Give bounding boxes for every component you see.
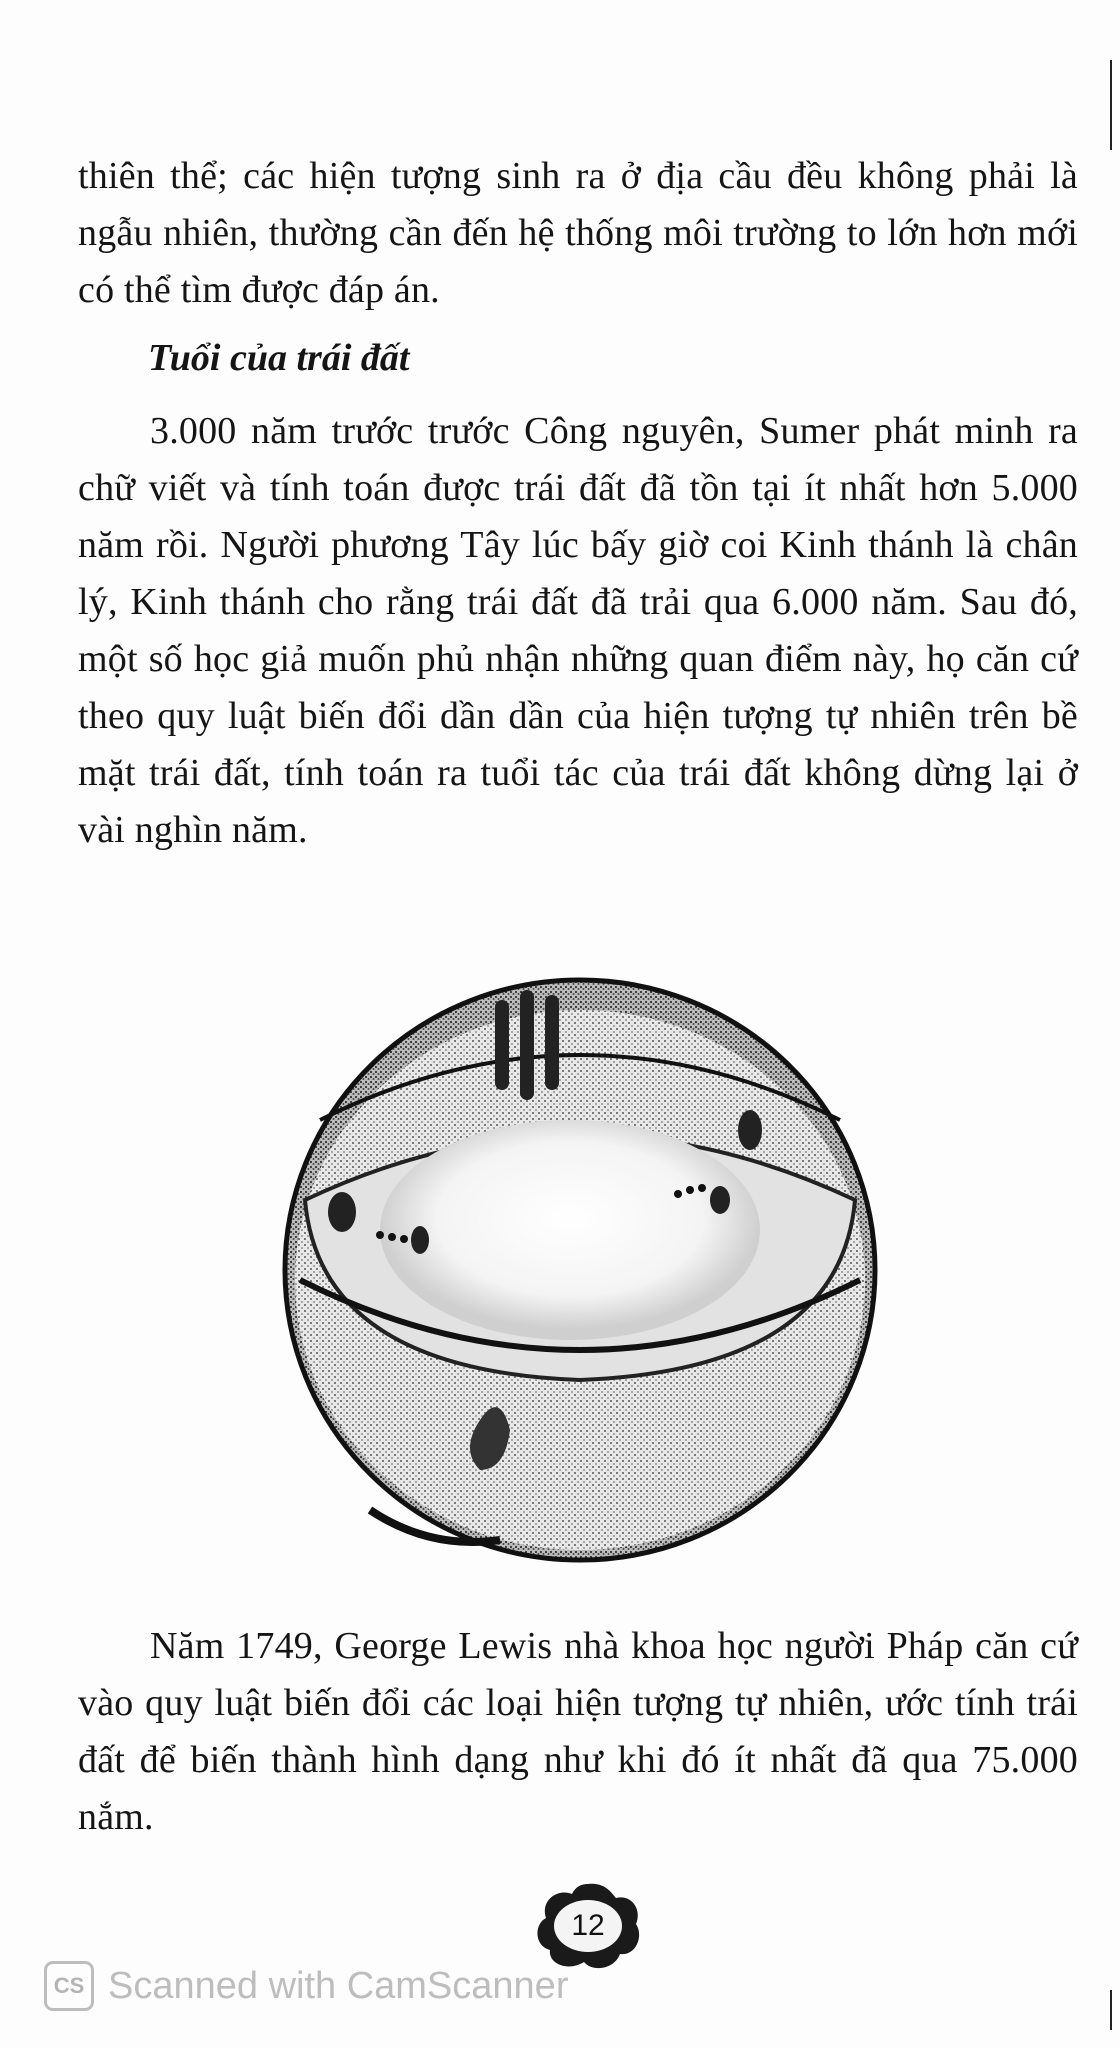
camscanner-watermark: [44, 1958, 568, 2014]
earth-cross-section-illustration: [280, 950, 880, 1570]
page-edge-mark: [1110, 1990, 1112, 2030]
page-edge-mark: [1110, 60, 1112, 150]
paragraph-text: Năm 1749, George Lewis nhà khoa học người Pháp căn cứ vào quy luật biến đổi các loại hiện tượng tự nhiên, ước tính trái đất để biến thành hình dạng như khi đó ít nhất đã qua 75.000 nắm.: [78, 1625, 1078, 1838]
globe-core: [380, 1120, 760, 1340]
watermark-text: Scanned with CamScanner: [108, 1964, 569, 2007]
body-paragraph-1: [78, 403, 1078, 859]
paragraph-text: 3.000 năm trước trước Công nguyên, Sumer phát minh ra chữ viết và tính toán được trái đất đã tồn tại ít nhất hơn 5.000 năm rồi. Người phương Tây lúc bấy giờ coi Kinh thánh là chân lý, Kinh thánh cho rằng trái đất đã trải qua 6.000 năm. Sau đó, một số học giả muốn phủ nhận những quan điểm này, họ căn cứ theo quy luật biến đổi dần dần của hiện tượng tự nhiên trên bề mặt trái đất, tính toán ra tuổi tác của trái đất không dừng lại ở vài nghìn năm.: [78, 410, 1078, 851]
paragraph-text: thiên thể; các hiện tượng sinh ra ở địa cầu đều không phải là ngẫu nhiên, thường cần đến hệ thống môi trường to lớn hơn mới có thể tìm được đáp án.: [78, 155, 1078, 311]
body-paragraph-2: [78, 1618, 1078, 1846]
camscanner-logo-icon: CS: [44, 1961, 94, 2011]
continuation-paragraph: [78, 148, 1078, 319]
page-number: 12: [571, 1909, 605, 1942]
section-heading: Tuổi của trái đất: [148, 337, 410, 379]
